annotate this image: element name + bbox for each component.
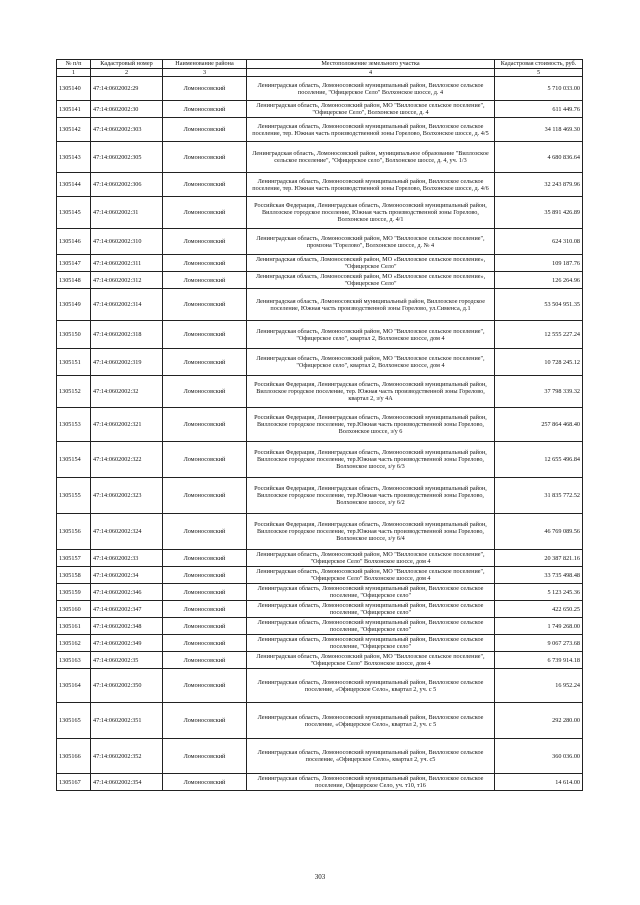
cadastral-number: 47:14:0602002:30 bbox=[91, 101, 163, 118]
row-number: 1305154 bbox=[57, 442, 91, 478]
table-row bbox=[57, 142, 583, 173]
district-name: Ломоносовский bbox=[163, 652, 247, 669]
district-name: Ломоносовский bbox=[163, 77, 247, 101]
cadastral-value: 109 187.76 bbox=[495, 255, 583, 272]
cadastral-number: 47:14:0602002:29 bbox=[91, 77, 163, 101]
table-row bbox=[57, 478, 583, 514]
header-district-name: Наименование района bbox=[163, 60, 247, 69]
table-row bbox=[57, 618, 583, 635]
location: Ленинградская область, Ломоносовский муниципальный район, Виллозское сельское поселение, "Офицерское село" bbox=[247, 584, 495, 601]
district-name: Ломоносовский bbox=[163, 774, 247, 791]
table-row bbox=[57, 289, 583, 321]
cadastral-number: 47:14:0602002:346 bbox=[91, 584, 163, 601]
district-name: Ломоносовский bbox=[163, 601, 247, 618]
cadastral-value: 126 264.96 bbox=[495, 272, 583, 289]
table-row bbox=[57, 584, 583, 601]
column-number: 5 bbox=[495, 69, 583, 77]
row-number: 1305155 bbox=[57, 478, 91, 514]
header-location: Местоположение земельного участка bbox=[247, 60, 495, 69]
row-number: 1305160 bbox=[57, 601, 91, 618]
district-name: Ломоносовский bbox=[163, 408, 247, 442]
location: Российская Федерация, Ленинградская область, Ломоносовский муниципальный район, Виллозское городское поселение, тер.Южная часть производственной зоны Горелово, Волхонское шоссе, з/у 6 bbox=[247, 408, 495, 442]
cadastral-value: 12 555 227.24 bbox=[495, 321, 583, 349]
row-number: 1305158 bbox=[57, 567, 91, 584]
table-row bbox=[57, 635, 583, 652]
location: Ленинградская область, Ломоносовский район, МО "Виллозское сельское поселение", "Офицерское село", квартал 2, Волхонское шоссе, дом 4 bbox=[247, 349, 495, 376]
row-number: 1305153 bbox=[57, 408, 91, 442]
cadastral-value: 46 769 089.56 bbox=[495, 514, 583, 550]
cadastral-value: 53 504 951.35 bbox=[495, 289, 583, 321]
cadastral-value: 20 387 821.16 bbox=[495, 550, 583, 567]
district-name: Ломоносовский bbox=[163, 349, 247, 376]
row-number: 1305167 bbox=[57, 774, 91, 791]
table-row bbox=[57, 514, 583, 550]
row-number: 1305152 bbox=[57, 376, 91, 408]
cadastral-value: 35 891 426.89 bbox=[495, 197, 583, 229]
location: Ленинградская область, Ломоносовский район, МО "Виллозское сельское поселение", "Офицерское Село" Волхонское шоссе, дом 4 bbox=[247, 652, 495, 669]
cadastral-number: 47:14:0602002:34 bbox=[91, 567, 163, 584]
cadastral-value: 422 650.25 bbox=[495, 601, 583, 618]
row-number: 1305143 bbox=[57, 142, 91, 173]
district-name: Ломоносовский bbox=[163, 669, 247, 703]
cadastral-number: 47:14:0602002:33 bbox=[91, 550, 163, 567]
cadastral-value: 32 243 879.96 bbox=[495, 173, 583, 197]
cadastral-number: 47:14:0602002:306 bbox=[91, 173, 163, 197]
row-number: 1305150 bbox=[57, 321, 91, 349]
table-row bbox=[57, 739, 583, 774]
cadastral-number: 47:14:0602002:324 bbox=[91, 514, 163, 550]
cadastral-table-container bbox=[56, 59, 582, 791]
cadastral-value: 292 280.00 bbox=[495, 703, 583, 739]
column-number: 4 bbox=[247, 69, 495, 77]
table-row bbox=[57, 349, 583, 376]
table-row bbox=[57, 101, 583, 118]
district-name: Ломоносовский bbox=[163, 197, 247, 229]
row-number: 1305161 bbox=[57, 618, 91, 635]
location: Ленинградская область, Ломоносовский район, МО "Виллозское сельское поселение", "Офицерское Село" Волхонское шоссе, дом 4 bbox=[247, 550, 495, 567]
cadastral-value: 16 952.24 bbox=[495, 669, 583, 703]
table-row bbox=[57, 255, 583, 272]
cadastral-value: 4 680 836.64 bbox=[495, 142, 583, 173]
table-row bbox=[57, 229, 583, 255]
header-cadastral-number: Кадастровый номер bbox=[91, 60, 163, 69]
table-row bbox=[57, 321, 583, 349]
location: Российская Федерация, Ленинградская область, Ломоносовский муниципальный район, Виллозское городское поселение, Южная часть производственной зоны Горелово, Волхонское шоссе, д. 4/1 bbox=[247, 197, 495, 229]
location: Ленинградская область, Ломоносовский район, МО «Виллозское сельское поселение», "Офицерское Село" bbox=[247, 272, 495, 289]
cadastral-number: 47:14:0602002:312 bbox=[91, 272, 163, 289]
cadastral-number: 47:14:0602002:319 bbox=[91, 349, 163, 376]
cadastral-value: 257 864 468.40 bbox=[495, 408, 583, 442]
header-cadastral-value: Кадастровая стоимость, руб. bbox=[495, 60, 583, 69]
cadastral-number: 47:14:0602002:305 bbox=[91, 142, 163, 173]
location: Ленинградская область, Ломоносовский муниципальный район, Виллозское сельское поселение, «Офицерское Село», квартал 2, уч. с 5 bbox=[247, 703, 495, 739]
cadastral-number: 47:14:0602002:350 bbox=[91, 669, 163, 703]
row-number: 1305164 bbox=[57, 669, 91, 703]
district-name: Ломоносовский bbox=[163, 229, 247, 255]
location: Ленинградская область, Ломоносовский район, МО "Виллозское сельское поселение", "Офицерское Село" Волхонское шоссе, дом 4 bbox=[247, 567, 495, 584]
table-row bbox=[57, 774, 583, 791]
cadastral-number: 47:14:0602002:35 bbox=[91, 652, 163, 669]
page-number: 303 bbox=[314, 873, 326, 881]
location: Ленинградская область, Ломоносовский муниципальный район, Виллозское сельское поселение, "Офицерское село" bbox=[247, 635, 495, 652]
column-number: 1 bbox=[57, 69, 91, 77]
row-number: 1305141 bbox=[57, 101, 91, 118]
cadastral-number: 47:14:0602002:323 bbox=[91, 478, 163, 514]
cadastral-number: 47:14:0602002:310 bbox=[91, 229, 163, 255]
district-name: Ломоносовский bbox=[163, 289, 247, 321]
row-number: 1305162 bbox=[57, 635, 91, 652]
location: Ленинградская область, Ломоносовский муниципальный район, Виллозское сельское поселение, "Офицерское Село" Волхонское шоссе, д. 4 bbox=[247, 77, 495, 101]
row-number: 1305151 bbox=[57, 349, 91, 376]
district-name: Ломоносовский bbox=[163, 635, 247, 652]
cadastral-value: 1 749 268.00 bbox=[495, 618, 583, 635]
district-name: Ломоносовский bbox=[163, 478, 247, 514]
location: Ленинградская область, Ломоносовский муниципальный район, Виллозское городское поселение, Южная часть производственной зоны Горелово, ул.Сименса, д.1 bbox=[247, 289, 495, 321]
row-number: 1305140 bbox=[57, 77, 91, 101]
district-name: Ломоносовский bbox=[163, 142, 247, 173]
district-name: Ломоносовский bbox=[163, 376, 247, 408]
row-number: 1305142 bbox=[57, 118, 91, 142]
header-number: № п/п bbox=[57, 60, 91, 69]
district-name: Ломоносовский bbox=[163, 618, 247, 635]
location: Ленинградская область, Ломоносовский муниципальный район, Виллозское сельское поселение, «Офицерское Село», квартал 2, уч. с5 bbox=[247, 739, 495, 774]
district-name: Ломоносовский bbox=[163, 514, 247, 550]
district-name: Ломоносовский bbox=[163, 255, 247, 272]
cadastral-number: 47:14:0602002:352 bbox=[91, 739, 163, 774]
table-row bbox=[57, 669, 583, 703]
table-row bbox=[57, 173, 583, 197]
cadastral-number: 47:14:0602002:347 bbox=[91, 601, 163, 618]
district-name: Ломоносовский bbox=[163, 442, 247, 478]
row-number: 1305159 bbox=[57, 584, 91, 601]
table-row bbox=[57, 77, 583, 101]
district-name: Ломоносовский bbox=[163, 584, 247, 601]
cadastral-number: 47:14:0602002:351 bbox=[91, 703, 163, 739]
location: Ленинградская область, Ломоносовский муниципальный район, Виллозское сельское поселение, тер. Южная часть производственной зоны Горелово, Волхонское шоссе, д. 4/5 bbox=[247, 118, 495, 142]
location: Российская Федерация, Ленинградская область, Ломоносовский муниципальный район, Виллозское городское поселение, тер.Южная часть производственной зоны Горелово, Волхонское шоссе, з/у 6/3 bbox=[247, 442, 495, 478]
district-name: Ломоносовский bbox=[163, 550, 247, 567]
row-number: 1305165 bbox=[57, 703, 91, 739]
district-name: Ломоносовский bbox=[163, 703, 247, 739]
cadastral-value: 12 655 496.84 bbox=[495, 442, 583, 478]
cadastral-value: 31 835 772.52 bbox=[495, 478, 583, 514]
district-name: Ломоносовский bbox=[163, 739, 247, 774]
cadastral-value: 611 449.76 bbox=[495, 101, 583, 118]
cadastral-number: 47:14:0602002:31 bbox=[91, 197, 163, 229]
district-name: Ломоносовский bbox=[163, 567, 247, 584]
row-number: 1305166 bbox=[57, 739, 91, 774]
column-number: 3 bbox=[163, 69, 247, 77]
location: Ленинградская область, Ломоносовский район, МО "Виллозское сельское поселение", "Офицерское Село", Волхонское шоссе, д. 4 bbox=[247, 101, 495, 118]
district-name: Ломоносовский bbox=[163, 101, 247, 118]
cadastral-number: 47:14:0602002:354 bbox=[91, 774, 163, 791]
cadastral-number: 47:14:0602002:348 bbox=[91, 618, 163, 635]
table-header-row bbox=[57, 60, 583, 69]
row-number: 1305144 bbox=[57, 173, 91, 197]
district-name: Ломоносовский bbox=[163, 321, 247, 349]
cadastral-value: 33 735 498.48 bbox=[495, 567, 583, 584]
cadastral-number: 47:14:0602002:314 bbox=[91, 289, 163, 321]
cadastral-value: 5 123 245.36 bbox=[495, 584, 583, 601]
location: Российская Федерация, Ленинградская область, Ломоносовский муниципальный район, Виллозское городское поселение, тер.Южная часть производственной зоны Горелово, Волхонское шоссе, з/у 6/4 bbox=[247, 514, 495, 550]
cadastral-number: 47:14:0602002:322 bbox=[91, 442, 163, 478]
cadastral-value: 14 614.00 bbox=[495, 774, 583, 791]
row-number: 1305145 bbox=[57, 197, 91, 229]
location: Ленинградская область, Ломоносовский муниципальный район, Виллозское сельское поселение, "Офицерское село" bbox=[247, 618, 495, 635]
cadastral-value: 5 710 033.00 bbox=[495, 77, 583, 101]
location: Ленинградская область, Ломоносовский район, МО "Виллозское сельское поселение", "Офицерское село", квартал 2, Волхонское шоссе, дом 4 bbox=[247, 321, 495, 349]
row-number: 1305146 bbox=[57, 229, 91, 255]
row-number: 1305147 bbox=[57, 255, 91, 272]
row-number: 1305149 bbox=[57, 289, 91, 321]
cadastral-value: 34 118 469.30 bbox=[495, 118, 583, 142]
cadastral-number: 47:14:0602002:318 bbox=[91, 321, 163, 349]
cadastral-value-table bbox=[56, 59, 583, 791]
table-row bbox=[57, 272, 583, 289]
table-row bbox=[57, 652, 583, 669]
cadastral-value: 624 310.08 bbox=[495, 229, 583, 255]
row-number: 1305157 bbox=[57, 550, 91, 567]
cadastral-value: 6 739 914.18 bbox=[495, 652, 583, 669]
location: Российская Федерация, Ленинградская область, Ломоносовский муниципальный район, Виллозское городское поселение, тер. Южная часть производственной зоны Горелово, квартал 2, з/у 4А bbox=[247, 376, 495, 408]
column-number: 2 bbox=[91, 69, 163, 77]
cadastral-value: 9 067 273.68 bbox=[495, 635, 583, 652]
location: Ленинградская область, Ломоносовский район, МО "Виллозское сельское поселение", промзона "Горелово", Волхонское шоссе, д. № 4 bbox=[247, 229, 495, 255]
district-name: Ломоносовский bbox=[163, 272, 247, 289]
table-row bbox=[57, 197, 583, 229]
row-number: 1305156 bbox=[57, 514, 91, 550]
table-row bbox=[57, 118, 583, 142]
table-row bbox=[57, 442, 583, 478]
table-row bbox=[57, 376, 583, 408]
district-name: Ломоносовский bbox=[163, 173, 247, 197]
table-row bbox=[57, 408, 583, 442]
row-number: 1305148 bbox=[57, 272, 91, 289]
location: Ленинградская область, Ломоносовский муниципальный район, Виллозское сельское поселение, "Офицерское село" bbox=[247, 601, 495, 618]
table-row bbox=[57, 601, 583, 618]
table-row bbox=[57, 567, 583, 584]
table-row bbox=[57, 550, 583, 567]
table-row bbox=[57, 703, 583, 739]
location: Ленинградская область, Ломоносовский район, МО «Виллозское сельское поселение», "Офицерское Село" bbox=[247, 255, 495, 272]
cadastral-number: 47:14:0602002:32 bbox=[91, 376, 163, 408]
district-name: Ломоносовский bbox=[163, 118, 247, 142]
cadastral-value: 37 798 339.32 bbox=[495, 376, 583, 408]
column-number-row bbox=[57, 69, 583, 77]
cadastral-value: 360 036.00 bbox=[495, 739, 583, 774]
location: Ленинградская область, Ломоносовский муниципальный район, Виллозское сельское поселение, «Офицерское Село», квартал 2, уч. с 5 bbox=[247, 669, 495, 703]
location: Ленинградская область, Ломоносовский район, муниципальное образование "Виллозское сельское поселение", "Офицерское село", Волхонское шоссе, д. 4, уч. 1/3 bbox=[247, 142, 495, 173]
location: Ленинградская область, Ломоносовский муниципальный район, Виллозское сельское поселение, тер. Южная часть производственной зоны Горелово, Волхонское шоссе, д. 4/6 bbox=[247, 173, 495, 197]
cadastral-number: 47:14:0602002:311 bbox=[91, 255, 163, 272]
cadastral-value: 10 728 245.12 bbox=[495, 349, 583, 376]
cadastral-number: 47:14:0602002:321 bbox=[91, 408, 163, 442]
location: Российская Федерация, Ленинградская область, Ломоносовский муниципальный район, Виллозское городское поселение, тер.Южная часть производственной зоны Горелово, Волхонское шоссе, з/у 6/2 bbox=[247, 478, 495, 514]
location: Ленинградская область, Ломоносовский муниципальный район, Виллозское сельское поселение, Офицерское Село, уч. т10, т16 bbox=[247, 774, 495, 791]
row-number: 1305163 bbox=[57, 652, 91, 669]
cadastral-number: 47:14:0602002:303 bbox=[91, 118, 163, 142]
cadastral-number: 47:14:0602002:349 bbox=[91, 635, 163, 652]
